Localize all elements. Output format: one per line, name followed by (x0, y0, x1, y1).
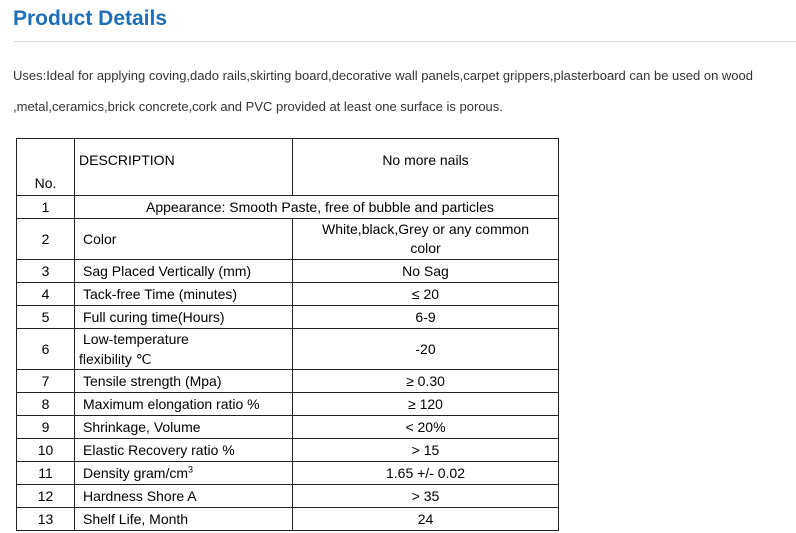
table-row (17, 416, 559, 439)
row-description: Elastic Recovery ratio % (75, 439, 293, 462)
spec-table (16, 138, 559, 531)
row-value: 6-9 (293, 306, 559, 329)
row-description: Tensile strength (Mpa) (75, 370, 293, 393)
row-no: 7 (17, 370, 75, 393)
table-row (17, 219, 559, 260)
row-no: 12 (17, 485, 75, 508)
row-description (75, 329, 293, 370)
row-description-line-2: flexibility ℃ (79, 351, 152, 367)
uses-paragraph (13, 60, 788, 122)
row-value: 1.65 +/- 0.02 (293, 462, 559, 485)
table-row (17, 196, 559, 219)
row-value: ≤ 20 (293, 283, 559, 306)
row-no: 10 (17, 439, 75, 462)
row-description: Color (75, 219, 293, 260)
row-no: 9 (17, 416, 75, 439)
table-row (17, 283, 559, 306)
row-value: > 35 (293, 485, 559, 508)
row-no: 1 (17, 196, 75, 219)
uses-line-2: ,metal,ceramics,brick concrete,cork and PVC provided at least one surface is porous. (13, 99, 503, 114)
row-description: Tack-free Time (minutes) (75, 283, 293, 306)
row-no: 4 (17, 283, 75, 306)
row-value: -20 (293, 329, 559, 370)
row-value: ≥ 120 (293, 393, 559, 416)
row-description: Maximum elongation ratio % (75, 393, 293, 416)
table-row (17, 370, 559, 393)
row-description-merged: Appearance: Smooth Paste, free of bubble and particles (75, 196, 559, 219)
table-row (17, 329, 559, 370)
row-description-text: Density gram/cm (83, 464, 189, 481)
row-no: 2 (17, 219, 75, 260)
uses-line-1: Uses:Ideal for applying coving,dado rails,skirting board,decorative wall panels,carpet grippers,plasterboard can be used on wood (13, 68, 753, 83)
row-value: No Sag (293, 260, 559, 283)
title-divider (13, 41, 796, 42)
header-description: DESCRIPTION (75, 139, 293, 196)
table-row (17, 393, 559, 416)
row-description: Shelf Life, Month (75, 508, 293, 531)
row-no: 8 (17, 393, 75, 416)
row-description: Shrinkage, Volume (75, 416, 293, 439)
row-value: ≥ 0.30 (293, 370, 559, 393)
page-title: Product Details (13, 7, 168, 30)
row-description: Hardness Shore A (75, 485, 293, 508)
superscript-exponent: 3 (188, 463, 194, 474)
row-no: 13 (17, 508, 75, 531)
header-no: No. (17, 139, 75, 196)
table-header-row (17, 139, 559, 196)
table-row (17, 439, 559, 462)
row-no: 11 (17, 462, 75, 485)
table-row (17, 462, 559, 485)
header-value: No more nails (293, 139, 559, 196)
row-no: 3 (17, 260, 75, 283)
row-value (293, 219, 559, 260)
table-row (17, 508, 559, 531)
table-row (17, 260, 559, 283)
row-no: 5 (17, 306, 75, 329)
row-value: < 20% (293, 416, 559, 439)
row-value-line-2: color (410, 240, 441, 256)
row-no: 6 (17, 329, 75, 370)
table-row (17, 485, 559, 508)
row-description: Full curing time(Hours) (75, 306, 293, 329)
row-value: > 15 (293, 439, 559, 462)
row-description (75, 462, 293, 485)
row-value-line-1: White,black,Grey or any common (322, 221, 529, 237)
row-description: Sag Placed Vertically (mm) (75, 260, 293, 283)
table-row (17, 306, 559, 329)
row-description-line-1: Low-temperature (83, 331, 189, 347)
row-value: 24 (293, 508, 559, 531)
